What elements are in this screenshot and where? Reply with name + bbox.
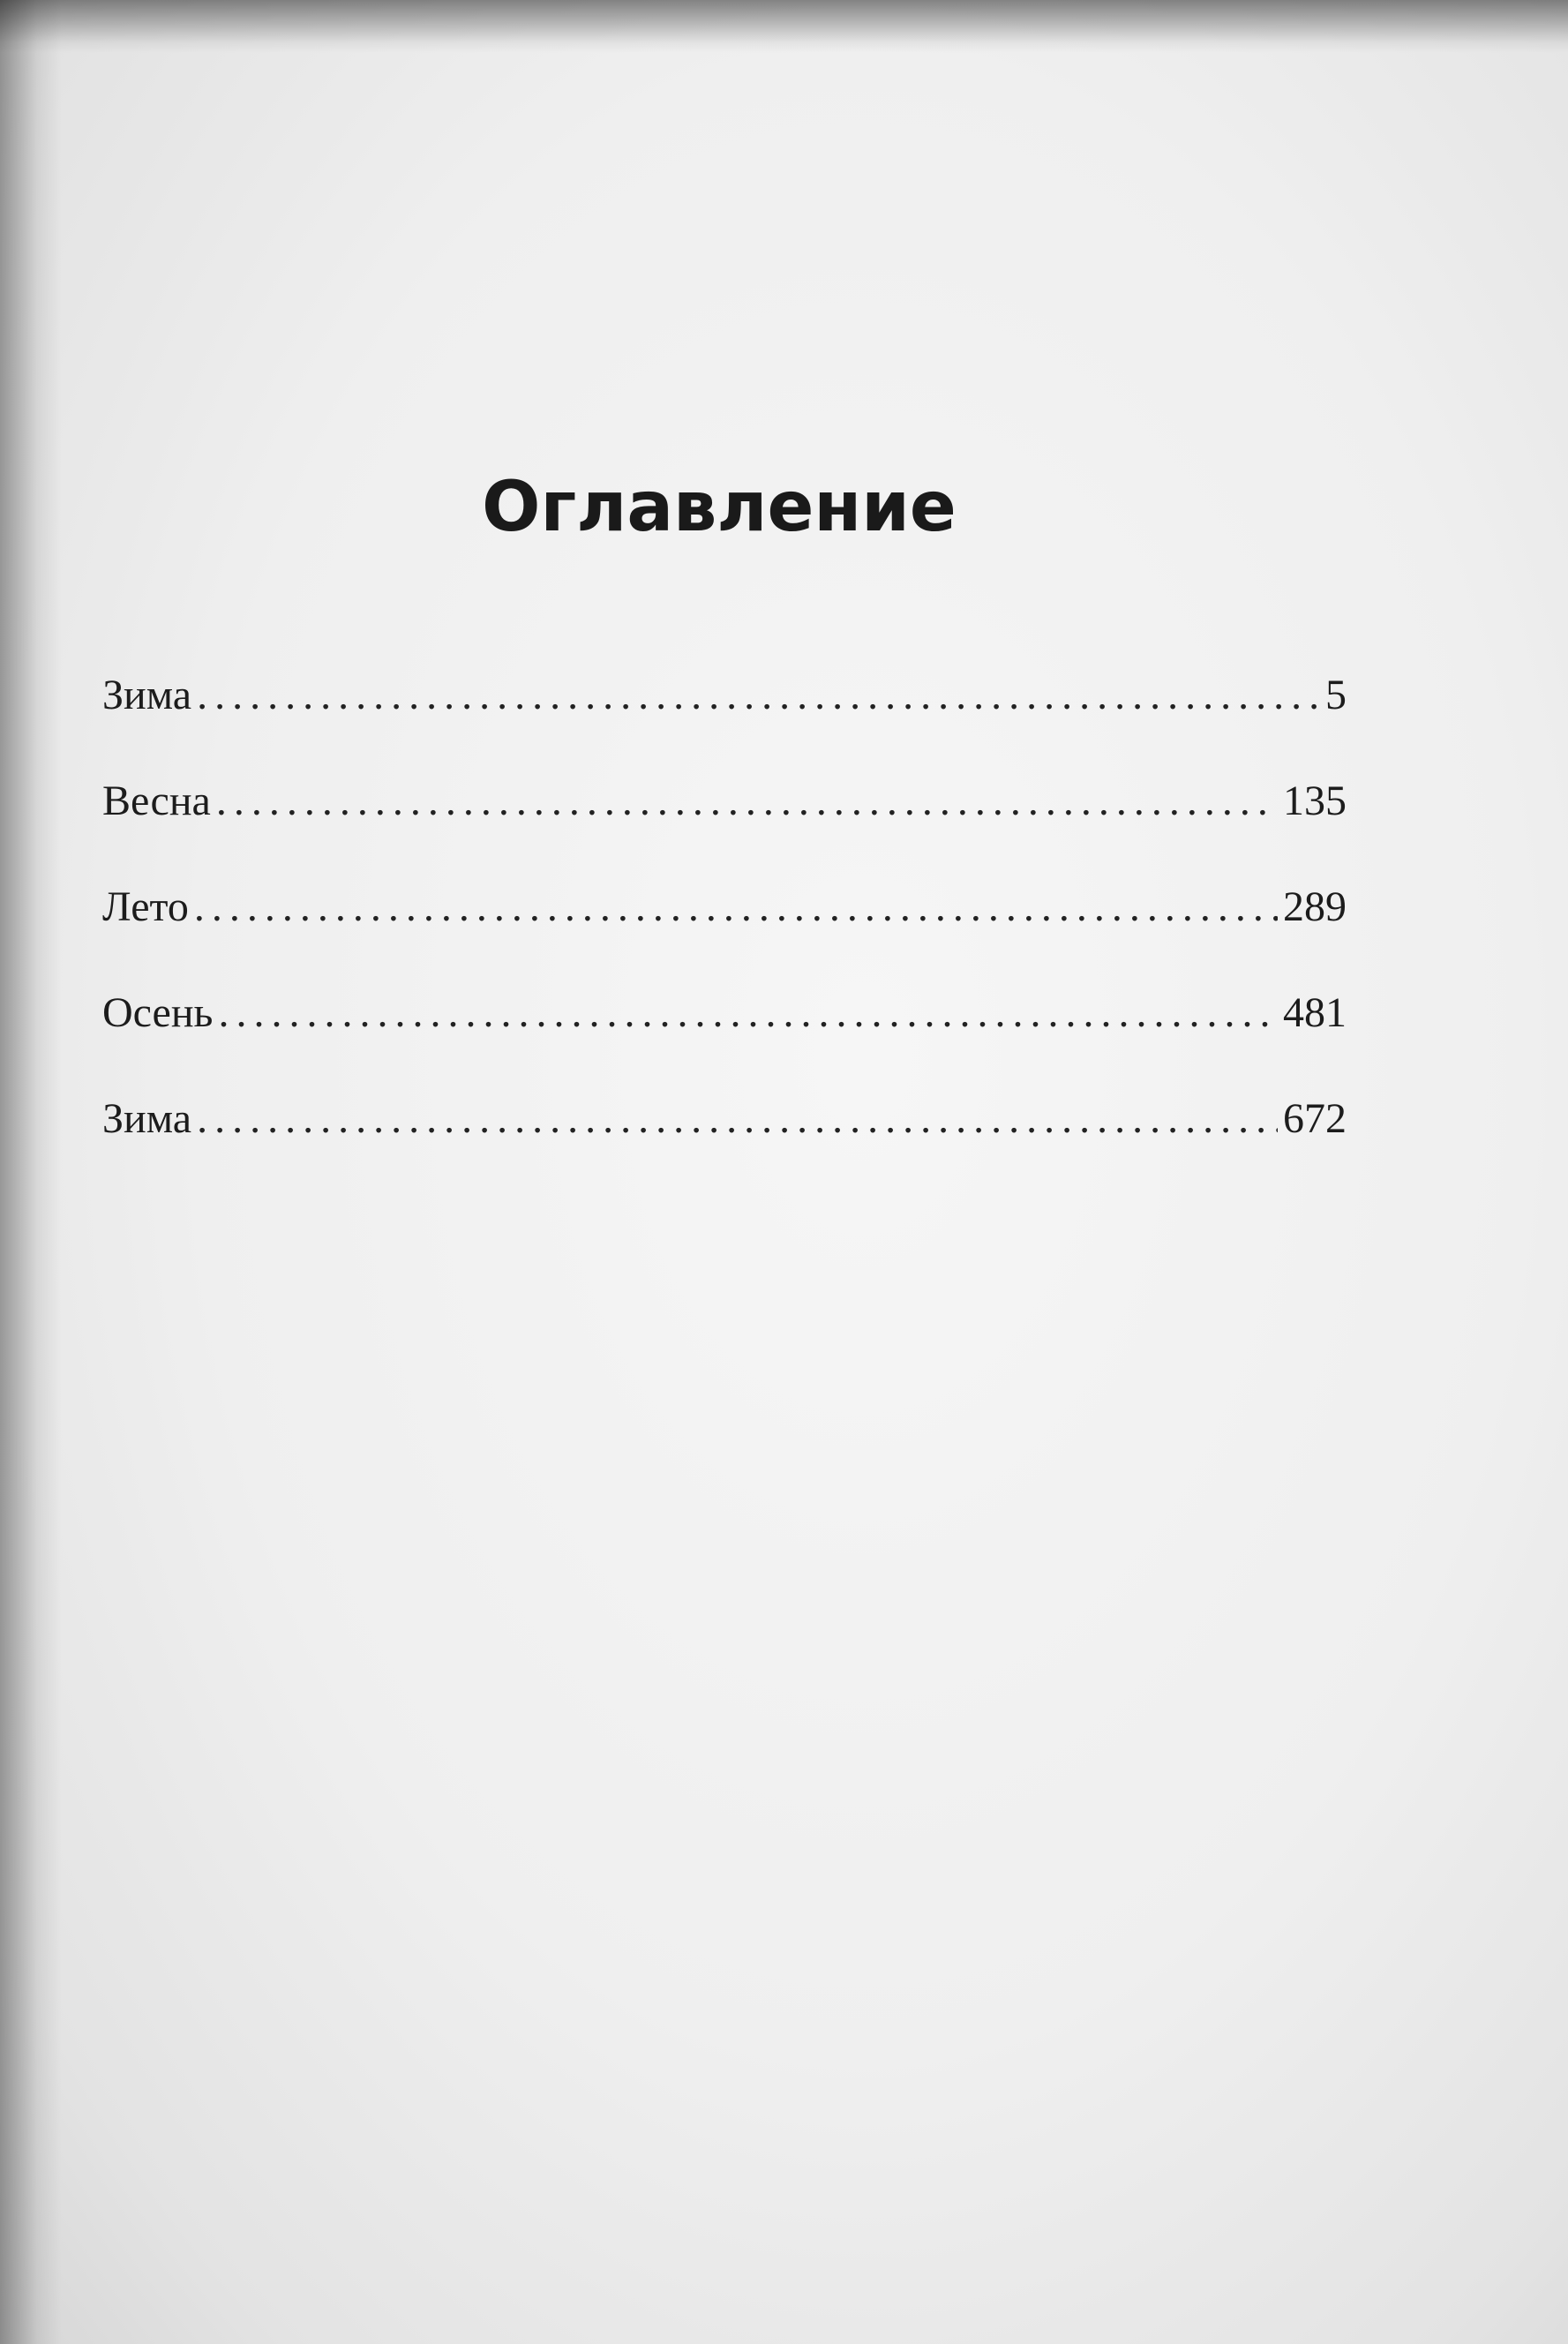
toc-entry-winter-2 — [102, 1094, 1347, 1200]
toc-entry-winter — [102, 671, 1347, 777]
page-title: Оглавление — [482, 468, 957, 548]
toc-entry-page: 5 — [1325, 672, 1347, 718]
toc-entry-page: 289 — [1283, 883, 1347, 930]
toc-entry-label: Осень — [102, 989, 214, 1036]
toc-entry-label: Зима — [102, 1095, 192, 1142]
toc-entry-label: Весна — [102, 778, 211, 824]
toc-entry-label: Лето — [102, 883, 189, 930]
page-top-shadow — [0, 0, 1568, 53]
dot-leader — [197, 1094, 1278, 1143]
toc-entry-autumn — [102, 988, 1347, 1094]
toc-entry-spring — [102, 777, 1347, 883]
page-gutter-shadow — [0, 0, 62, 2344]
dot-leader — [197, 671, 1320, 719]
toc-entry-summer — [102, 883, 1347, 988]
toc-entry-page: 135 — [1283, 778, 1347, 824]
dot-leader — [216, 777, 1278, 825]
table-of-contents — [102, 671, 1347, 1200]
toc-entry-page: 481 — [1283, 989, 1347, 1036]
toc-entry-page: 672 — [1283, 1095, 1347, 1142]
dot-leader — [194, 883, 1278, 931]
toc-entry-label: Зима — [102, 672, 192, 718]
dot-leader — [218, 988, 1278, 1037]
